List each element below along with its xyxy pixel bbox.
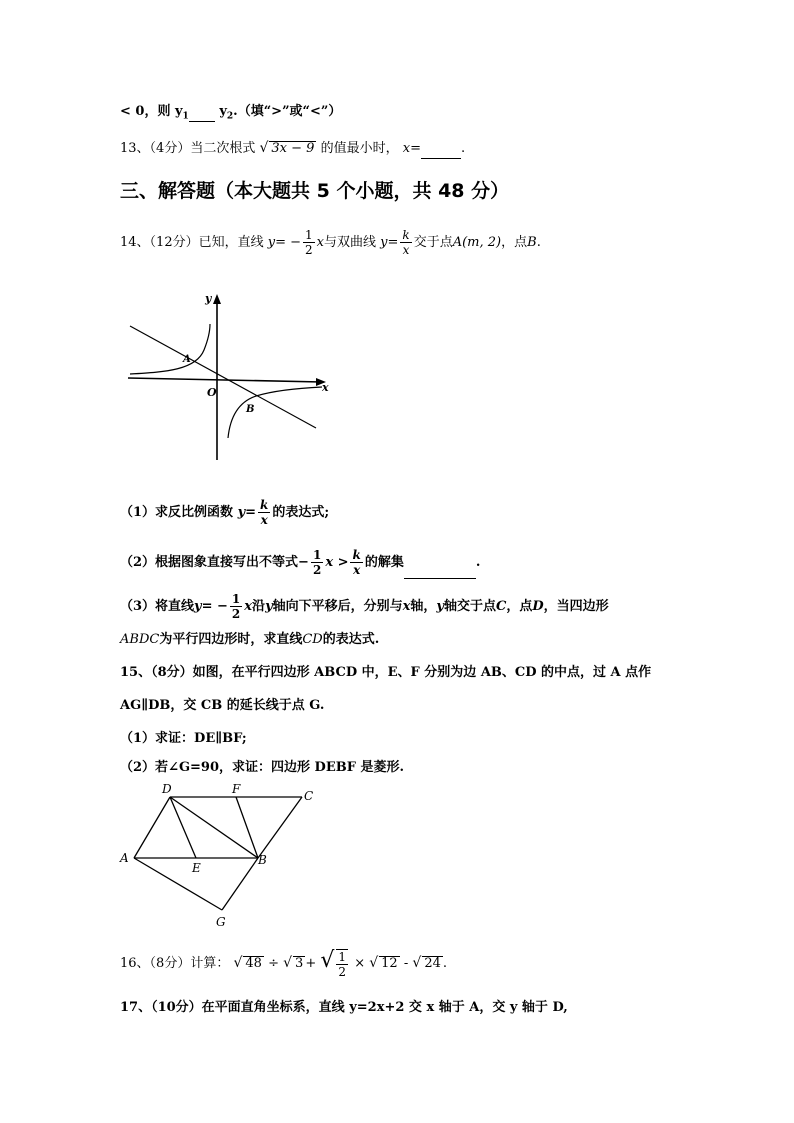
q14-p3-text: 轴， (410, 599, 437, 614)
frac-num: 1 (231, 592, 241, 606)
divide-sign: ÷ (268, 956, 279, 971)
q14-p3-text: ，点 (506, 599, 533, 614)
frac-den: x (260, 513, 268, 527)
sqrt-symbol: √ (233, 955, 243, 971)
frac-num: 1 (312, 548, 322, 562)
segment-fb (236, 797, 258, 858)
hyperbola-branch-left (130, 324, 210, 374)
q14-part1 (120, 498, 329, 528)
q14-p3-y: y (194, 599, 202, 614)
fraction-k-x (258, 498, 270, 527)
fraction-half (336, 949, 348, 979)
point-b: B (527, 235, 537, 250)
sqrt-symbol: √ (369, 955, 379, 971)
label-f: F (232, 782, 241, 796)
q14-p3-xaxis: x (402, 599, 411, 614)
q14-p2-prefix: （2）根据图象直接写出不等式 (120, 555, 299, 570)
q14-part2 (120, 548, 480, 579)
frac-den: 2 (231, 607, 241, 621)
q14-p3-yaxis: y (436, 599, 444, 614)
q14-x: x (316, 235, 324, 250)
answer-blank (189, 103, 215, 122)
line-graph (130, 326, 316, 428)
q14-prefix: 14、（12分）已知，直线 (120, 235, 264, 250)
radicand-48: 48 (245, 956, 262, 971)
subscript-1: 1 (182, 111, 189, 122)
q14-p3-text: 轴交于点 (443, 599, 496, 614)
label-d: D (162, 782, 172, 796)
frac-num: 1 (305, 228, 313, 242)
radicand-24: 24 (424, 956, 441, 971)
point-b-label: B (246, 404, 255, 415)
fraction-k-x (350, 548, 362, 577)
axis-y-label: y (205, 292, 212, 305)
quad-name: ABDC (120, 632, 160, 647)
q16-line (120, 944, 447, 981)
q14-part3 (120, 592, 609, 622)
y2-text: y (214, 104, 227, 119)
q14-p2-post: 的解集 (364, 555, 404, 570)
answer-blank (421, 140, 461, 159)
fraction-half (303, 228, 315, 257)
sqrt-symbol: √ (412, 955, 422, 971)
y-arrow-icon (213, 294, 221, 304)
q16-end: . (442, 956, 447, 971)
q14-p3-yaxis: y (265, 599, 273, 614)
q14-p1-post: 的表达式; (272, 505, 330, 520)
point-c: C (496, 599, 507, 614)
q13-var: x (402, 141, 411, 156)
q14-mid: 与双曲线 (324, 235, 377, 250)
hyperbola-branch-right (228, 387, 322, 438)
q14-p1-prefix: （1）求反比例函数 (120, 505, 234, 520)
q14-eq2: = (387, 235, 399, 250)
q17-line1: 17、（10分）在平面直角坐标系，直线 y=2x+2 交 x 轴于 A，交 y 轴于 D, (120, 1000, 568, 1015)
frac-den: 2 (305, 243, 313, 257)
q15-line1: 15、（8分）如图，在平行四边形 ABCD 中，E、F 分别为边 AB、CD 的中点，过 A 点作 (120, 665, 652, 680)
frac-num: k (402, 228, 410, 242)
label-g: G (216, 915, 226, 929)
q14-dot: . (536, 235, 541, 250)
q14-part3-cont (120, 631, 379, 649)
segment-bc (258, 797, 302, 858)
label-c: C (304, 789, 314, 803)
frac-num: k (352, 548, 361, 562)
q14-y: y (267, 235, 276, 250)
fraction-k-x (400, 228, 411, 257)
q14-p2-x: x > (325, 555, 349, 570)
q14-p1-y: y (237, 505, 246, 520)
q14-p1-eq: = (245, 505, 257, 520)
q13-middle: 的值最小时， (320, 141, 399, 156)
hyperbola-graph (126, 290, 332, 462)
section-title: 三、解答题（本大题共 5 个小题，共 48 分） (120, 180, 510, 202)
frac-den: 2 (338, 964, 347, 979)
label-b: B (258, 853, 267, 867)
sqrt-symbol: √ (320, 948, 335, 973)
subscript-2: 2 (226, 111, 234, 122)
q12-tail-text: < 0，则 y (120, 104, 183, 119)
q15-part1: （1）求证：DE∥BF; (120, 731, 247, 746)
q14-eq: = − (275, 235, 302, 250)
q14-p2-end: . (475, 555, 481, 570)
q16-prefix: 16、（8分）计算： (120, 956, 230, 971)
point-d: D (532, 599, 544, 614)
point-a-coord: A(m, 2) (452, 235, 502, 250)
q14-p3b-text: 的表达式. (322, 632, 380, 647)
answer-blank (404, 548, 476, 579)
q13-prefix: 13、（4分）当二次根式 (120, 141, 256, 156)
q14-p3b-text: 为平行四边形时，求直线 (159, 632, 303, 647)
times-sign: × (354, 956, 366, 971)
sqrt-symbol: √ (259, 140, 269, 156)
radicand-3: 3 (295, 956, 304, 971)
frac-den: x (353, 563, 361, 577)
q14-p3-text: 轴向下平移后，分别与 (272, 599, 403, 614)
minus-sign: - (403, 956, 409, 971)
segment-ag (134, 858, 222, 910)
q12-hint: .（填“>”或“<”） (233, 104, 342, 119)
sqrt-symbol: √ (283, 955, 293, 971)
frac-num: k (260, 498, 269, 512)
q14-p3-x: x (244, 599, 253, 614)
origin-label: O (207, 386, 217, 399)
q14-y2: y (380, 235, 388, 250)
segment-ad (134, 797, 170, 858)
frac-den: x (402, 243, 410, 257)
q14-p3-eq: = − (201, 599, 228, 614)
frac-den: 2 (312, 563, 322, 577)
fraction-half (311, 548, 323, 577)
label-a: A (120, 851, 129, 865)
q13-end: . (460, 141, 466, 156)
point-a-label: A (183, 354, 191, 365)
q15-line2: AG∥DB，交 CB 的延长线于点 G. (120, 698, 325, 713)
q13-line (120, 139, 465, 159)
q14-end: ，点 (501, 235, 528, 250)
line-cd: CD (302, 632, 323, 647)
axis-x-label: x (322, 381, 329, 394)
q15-part2: （2）若∠G=90，求证：四边形 DEBF 是菱形. (120, 760, 405, 775)
q14-post: 交于点 (413, 235, 453, 250)
q14-p2-minus: − (298, 555, 309, 570)
q13-radicand: 3x − 9 (271, 141, 315, 156)
q14-p3-text: ，当四边形 (543, 599, 609, 614)
fraction-half (230, 592, 242, 621)
label-e: E (192, 861, 201, 875)
q13-eq: = (410, 141, 421, 156)
segment-bg (222, 858, 258, 910)
frac-num: 1 (338, 949, 347, 964)
q14-p3-prefix: （3）将直线 (120, 599, 195, 614)
parallelogram-figure (114, 780, 324, 930)
plus-sign: + (305, 956, 317, 971)
q12-tail-line (120, 103, 341, 126)
radicand-12: 12 (381, 956, 398, 971)
q14-p3-text: 沿 (252, 599, 266, 614)
q14-line (120, 228, 541, 258)
